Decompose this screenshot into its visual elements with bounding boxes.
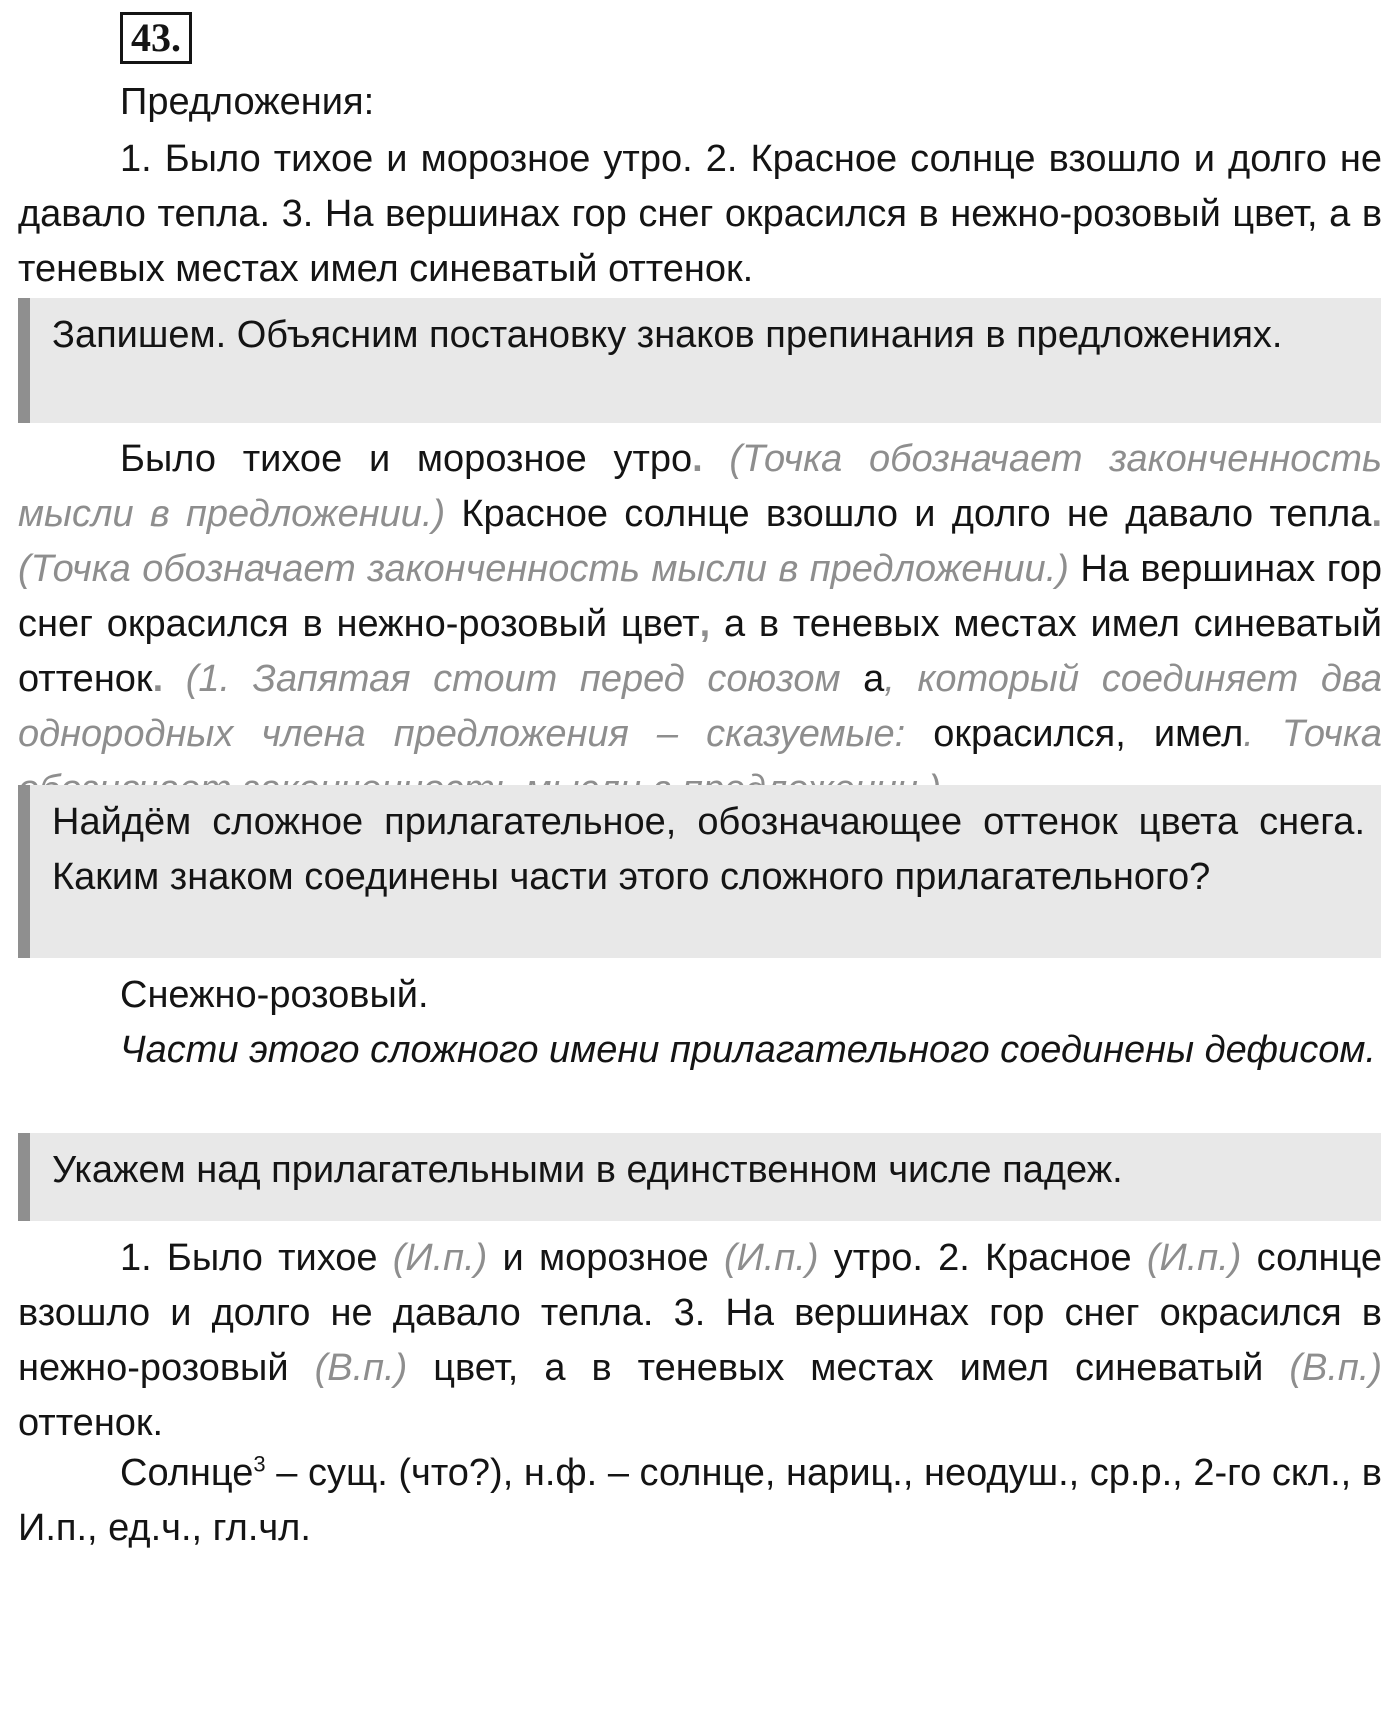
task-text: Найдём сложное прилагательное, обозначающее оттенок цвета снега. Каким знаком соединены части этого сложного прилагательного?: [52, 801, 1365, 898]
parsing-superscript: 3: [253, 1451, 266, 1477]
conjunction-word: а: [863, 658, 885, 700]
text: 1. Было тихое: [120, 1237, 393, 1279]
answer-compound-adjective: [18, 968, 1382, 1078]
task-text: Укажем над прилагательными в единственном числе падеж.: [52, 1149, 1123, 1191]
comment: . Точка: [1243, 713, 1383, 755]
case-label: (И.п.): [723, 1237, 819, 1279]
intro-block: [18, 75, 1382, 130]
comment: (Точка обозначает законченность мысли в предложении.): [18, 548, 1081, 590]
task-text: Запишем. Объясним постановку знаков препинания в предложениях.: [52, 314, 1283, 356]
task-box-case: [18, 1133, 1381, 1221]
case-label: (В.п.): [314, 1347, 408, 1389]
sentences-paragraph: [18, 132, 1382, 297]
task-box-compound-adjective: [18, 785, 1381, 958]
predicates-words: окрасился, имел: [933, 713, 1244, 755]
answer-punctuation: [18, 432, 1382, 817]
parsing-details: – сущ. (что?), н.ф. – солнце, нариц., неодуш., ср.р., 2-го скл., в И.п., ед.ч., гл.чл.: [18, 1452, 1382, 1549]
answer-word: Снежно-розовый.: [120, 974, 429, 1016]
answer-case: [18, 1231, 1382, 1451]
task-box-punctuation: [18, 298, 1381, 423]
exercise-number: 43.: [120, 12, 192, 64]
period-mark: .: [1371, 493, 1382, 535]
comment: (1. Запятая стоит перед союзом: [163, 658, 864, 700]
text: оттенок.: [18, 1402, 164, 1444]
parsed-word: Солнце: [120, 1452, 254, 1494]
period-mark: .: [152, 658, 164, 700]
case-label: (И.п.): [392, 1237, 488, 1279]
sentence-3: 3. На вершинах гор снег окрасился в нежно-розовый цвет, а в теневых местах имел синеватый оттенок.: [18, 193, 1383, 290]
answer-sentence-3-part-1: На вершинах гор снег окрасился в нежно-розовый цвет: [18, 548, 1382, 645]
period-mark: .: [692, 438, 703, 480]
answer-sentence-1: Было тихое и морозное утро: [120, 438, 693, 480]
answer-sentence-3-part-2: а в теневых местах имел синеватый оттенок: [18, 603, 1382, 700]
case-label: (И.п.): [1146, 1237, 1242, 1279]
answer-sentence-2: Красное солнце взошло и долго не давало тепла: [461, 493, 1372, 535]
comment: , который соединяет два однородных члена предложения – сказуемые:: [18, 658, 1382, 755]
text: цвет, а в теневых местах имел синеватый: [407, 1347, 1290, 1389]
sentence-1: 1. Было тихое и морозное утро.: [120, 138, 693, 180]
morphological-parsing: [18, 1446, 1382, 1556]
sentences-block: [18, 132, 1382, 297]
answer-explanation: Части этого сложного имени прилагательного соединены дефисом.: [120, 1029, 1376, 1071]
parsing-block: [18, 1446, 1382, 1556]
text: и морозное: [487, 1237, 724, 1279]
answer-case-paragraph: [18, 1231, 1382, 1451]
comment: (Точка обозначает законченность мысли в предложении.): [18, 438, 1383, 535]
intro-label: Предложения:: [120, 81, 375, 123]
case-label: (В.п.): [1289, 1347, 1383, 1389]
answer-punctuation-paragraph: [18, 432, 1382, 817]
text: солнце взошло и долго не давало тепла. 3. На вершинах гор снег окрасился в нежно-розовый: [18, 1237, 1383, 1389]
sentence-2: 2. Красное солнце взошло и долго не давало тепла.: [18, 138, 1383, 235]
text: утро. 2. Красное: [818, 1237, 1147, 1279]
comma-mark: ,: [699, 603, 711, 645]
